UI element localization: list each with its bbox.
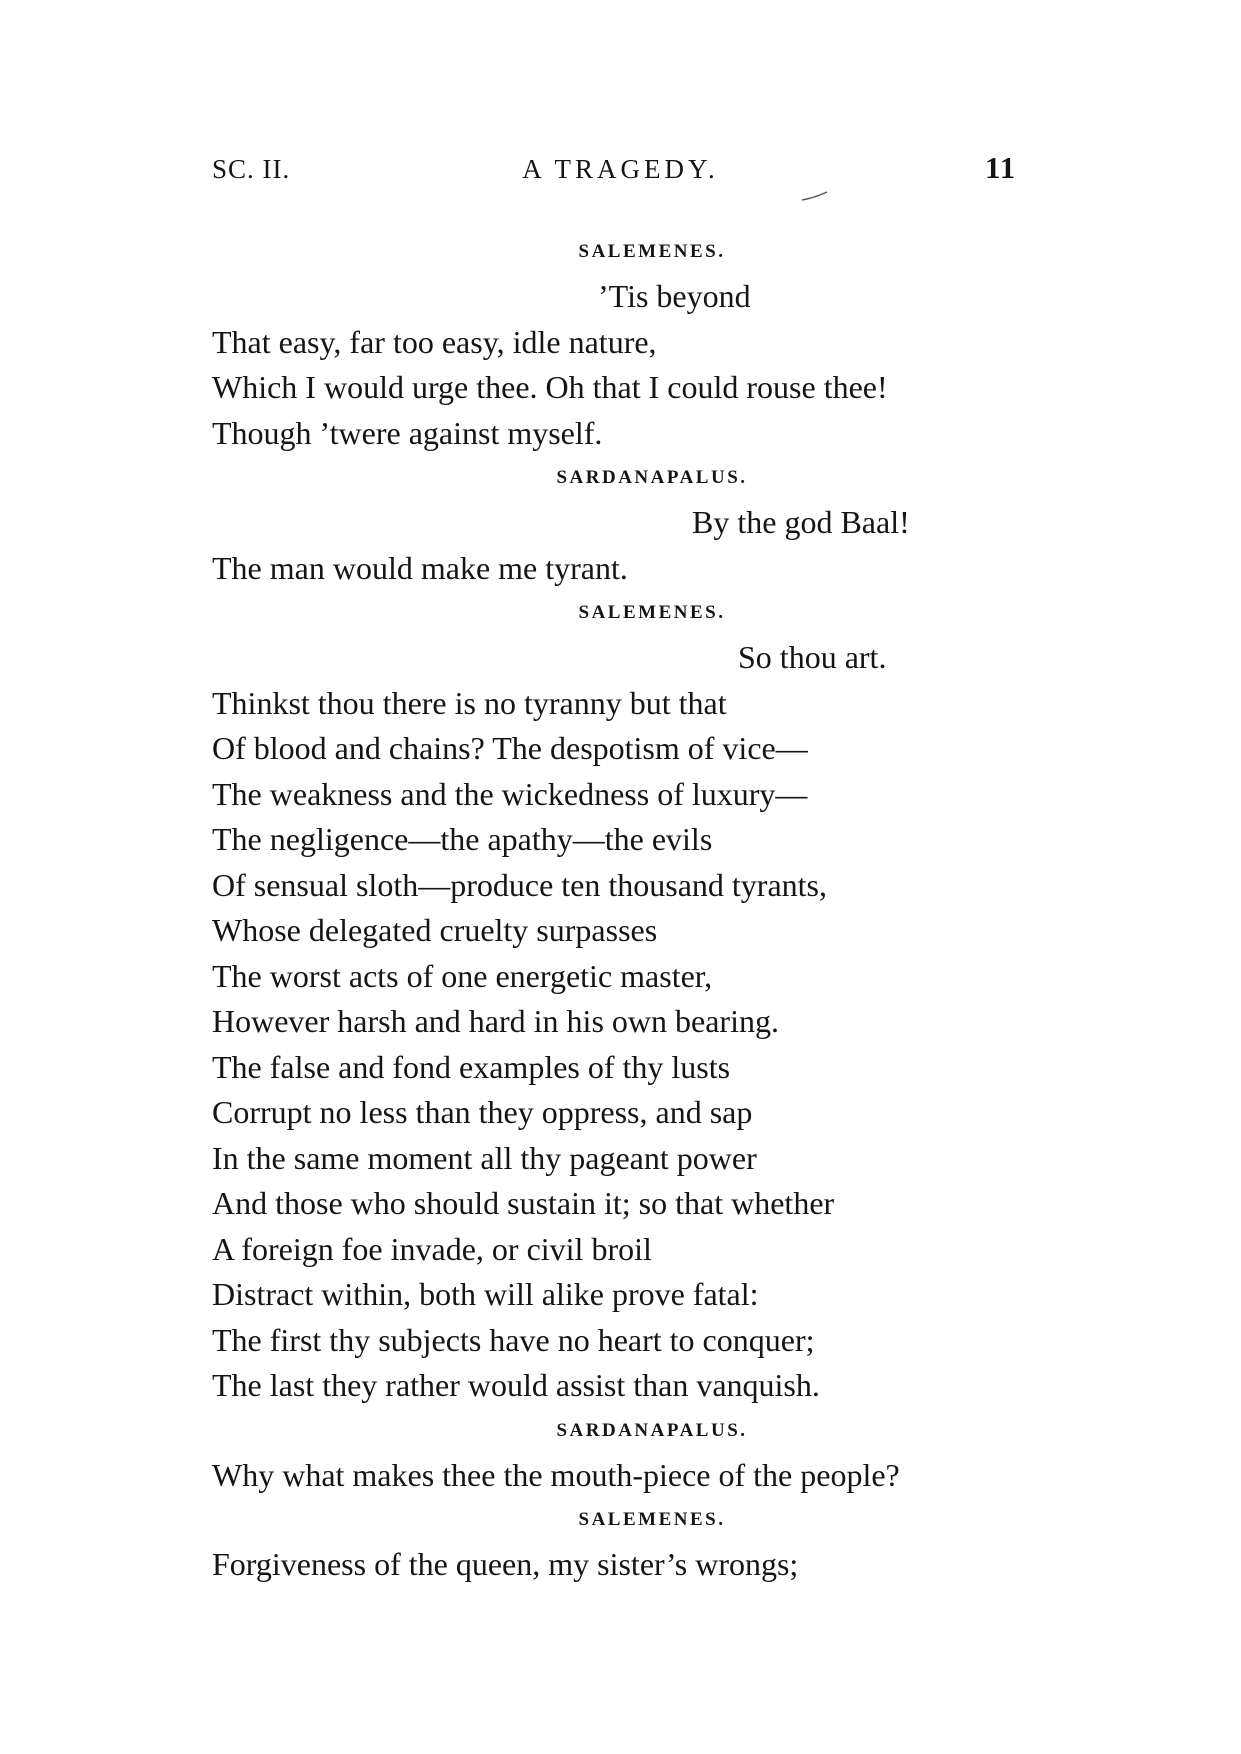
verse-line: The worst acts of one energetic master, — [212, 957, 713, 994]
speaker-name: SALEMENES. — [578, 602, 726, 623]
verse-line: The negligence—the apathy—the evils — [212, 821, 713, 857]
page-number: 11 — [985, 150, 1017, 185]
verse-line: So thou art. — [738, 639, 887, 675]
verse-line: In the same moment all thy pageant power — [212, 1139, 757, 1176]
verse-text — [212, 230, 1062, 1588]
speaker-name: SALEMENES. — [578, 1509, 726, 1530]
verse-line: By the god Baal! — [692, 504, 910, 540]
ink-mark — [800, 190, 830, 204]
verse-line: A foreign foe invade, or civil broil — [212, 1230, 652, 1267]
verse-line: The last they rather would assist than vanquish. — [212, 1367, 820, 1403]
verse-line: The weakness and the wickedness of luxury— — [212, 775, 808, 812]
speaker-name: SALEMENES. — [578, 241, 726, 262]
verse-line: That easy, far too easy, idle nature, — [212, 323, 657, 360]
verse-line: However harsh and hard in his own bearing. — [212, 1003, 779, 1039]
verse-line: Of blood and chains? The despotism of vice— — [212, 730, 808, 766]
verse-line: The false and fond examples of thy lusts — [212, 1048, 731, 1085]
verse-line: Corrupt no less than they oppress, and sap — [212, 1094, 753, 1130]
verse-line: The first thy subjects have no heart to conquer; — [212, 1321, 815, 1358]
verse-line: Whose delegated cruelty surpasses — [212, 912, 658, 948]
speaker-name: SARDANAPALUS. — [556, 467, 748, 488]
verse-line: Why what makes thee the mouth-piece of the people? — [212, 1456, 900, 1493]
verse-line: The man would make me tyrant. — [212, 549, 628, 586]
running-title: A TRAGEDY. — [522, 154, 719, 184]
scene-marker: SC. II. — [212, 154, 291, 184]
verse-line: Thinkst thou there is no tyranny but that — [212, 684, 727, 721]
verse-line: Of sensual sloth—produce ten thousand tyrants, — [212, 866, 827, 903]
verse-line: Though ’twere against myself. — [212, 414, 603, 451]
speaker-name: SARDANAPALUS. — [556, 1419, 748, 1441]
verse-line: Distract within, both will alike prove fatal: — [212, 1276, 759, 1312]
verse-line: Forgiveness of the queen, my sister’s wrongs; — [212, 1546, 799, 1582]
verse-line: ’Tis beyond — [598, 278, 751, 314]
verse-line: And those who should sustain it; so that whether — [212, 1185, 835, 1221]
verse-line: Which I would urge thee. Oh that I could rouse thee! — [212, 369, 888, 405]
